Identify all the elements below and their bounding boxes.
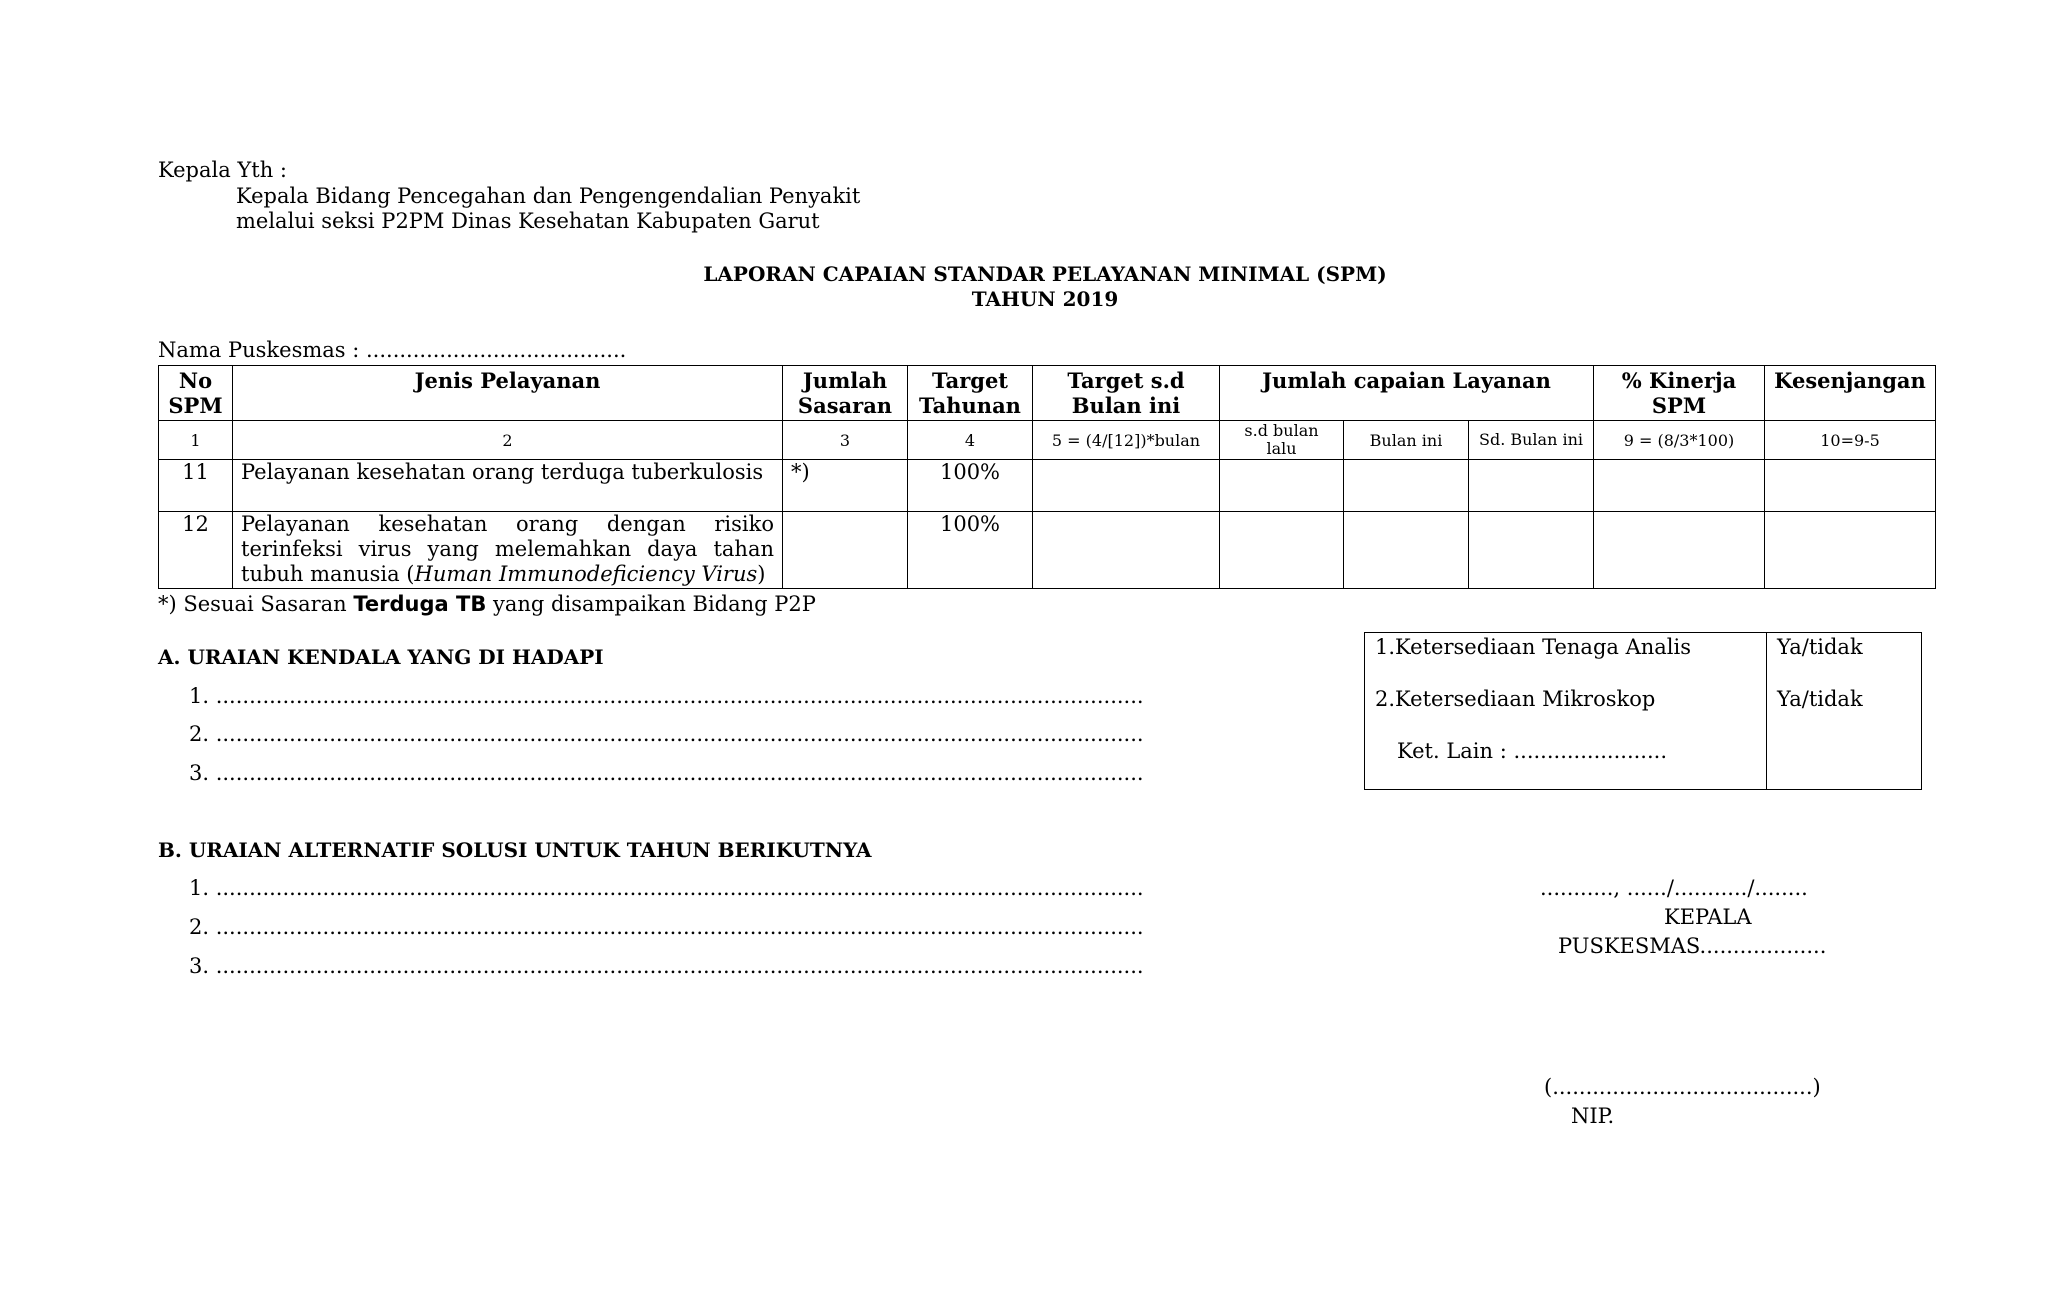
section-a-item-3: 3. ........................................................................................................................................... bbox=[189, 761, 1144, 785]
table-footnote: *) Sesuai Sasaran Terduga TB yang disampaikan Bidang P2P bbox=[158, 592, 816, 616]
col-num-10: 10=9-5 bbox=[1765, 421, 1936, 460]
row-jenis-pelayanan: Pelayanan kesehatan orang terduga tuberkulosis bbox=[233, 460, 783, 512]
checklist-values bbox=[1767, 633, 1922, 790]
signature-date: ..........., ....../.........../........ bbox=[1540, 876, 1808, 900]
row-target-tahunan: 100% bbox=[908, 512, 1033, 589]
section-a-item-1: 1. ........................................................................................................................................... bbox=[189, 684, 1144, 708]
section-a-item-2: 2. ........................................................................................................................................... bbox=[189, 722, 1144, 746]
row-target-sd-bulan bbox=[1033, 512, 1220, 589]
row-bulan-ini bbox=[1344, 460, 1469, 512]
puskesmas-name-label: Nama Puskesmas : ....................................... bbox=[158, 338, 627, 362]
row-target-tahunan: 100% bbox=[908, 460, 1033, 512]
section-b-item-3: 3. ........................................................................................................................................... bbox=[189, 954, 1144, 978]
row-kesenjangan bbox=[1765, 460, 1936, 512]
report-year: TAHUN 2019 bbox=[971, 287, 1119, 311]
row-jenis-pelayanan: Pelayanan kesehatan orang dengan risiko terinfeksi virus yang melemahkan daya tahan tubuh manusia (Human Immunodeficiency Virus) bbox=[233, 512, 783, 589]
header-target-tahunan: Target Tahunan bbox=[908, 366, 1033, 421]
col-num-1: 1 bbox=[159, 421, 233, 460]
checklist-item-analis: 1.Ketersediaan Tenaga Analis bbox=[1375, 635, 1692, 659]
signature-name: (.......................................) bbox=[1544, 1075, 1821, 1099]
section-b-heading: B. URAIAN ALTERNATIF SOLUSI UNTUK TAHUN BERIKUTNYA bbox=[158, 838, 872, 862]
row-bulan-ini bbox=[1344, 512, 1469, 589]
resource-checklist-box bbox=[1364, 632, 1922, 790]
section-a-heading: A. URAIAN KENDALA YANG DI HADAPI bbox=[158, 645, 604, 669]
col-num-8: Sd. Bulan ini bbox=[1469, 421, 1594, 460]
section-b-item-2: 2. ........................................................................................................................................... bbox=[189, 915, 1144, 939]
salutation: Kepala Yth : bbox=[158, 158, 288, 182]
checklist-labels bbox=[1365, 633, 1767, 790]
header-no-spm: No SPM bbox=[159, 366, 233, 421]
table-header-row bbox=[159, 366, 1936, 421]
col-num-7: Bulan ini bbox=[1344, 421, 1469, 460]
row-no: 11 bbox=[159, 460, 233, 512]
table-row bbox=[159, 512, 1936, 589]
header-jumlah-capaian: Jumlah capaian Layanan bbox=[1220, 366, 1594, 421]
row-kinerja bbox=[1594, 460, 1765, 512]
signature-nip: NIP. bbox=[1571, 1104, 1615, 1128]
header-jenis-pelayanan: Jenis Pelayanan bbox=[233, 366, 783, 421]
table-row bbox=[159, 460, 1936, 512]
spm-table bbox=[158, 365, 1936, 589]
signature-role-2: PUSKESMAS................... bbox=[1558, 934, 1827, 958]
row-target-sd-bulan bbox=[1033, 460, 1220, 512]
row-kesenjangan bbox=[1765, 512, 1936, 589]
checklist-other: Ket. Lain : ....................... bbox=[1397, 739, 1668, 763]
header-kesenjangan: Kesenjangan bbox=[1765, 366, 1936, 421]
col-num-5: 5 = (4/[12])*bulan bbox=[1033, 421, 1220, 460]
report-title: LAPORAN CAPAIAN STANDAR PELAYANAN MINIMAL (SPM) bbox=[703, 262, 1387, 286]
table-numbering-row bbox=[159, 421, 1936, 460]
checklist-item-mikroskop: 2.Ketersediaan Mikroskop bbox=[1375, 687, 1656, 711]
header-jumlah-sasaran: Jumlah Sasaran bbox=[783, 366, 908, 421]
row-jumlah-sasaran bbox=[783, 512, 908, 589]
header-kinerja-spm: % Kinerja SPM bbox=[1594, 366, 1765, 421]
row-sd-bulan-lalu bbox=[1220, 512, 1344, 589]
row-sd-bulan-lalu bbox=[1220, 460, 1344, 512]
row-sd-bulan-ini bbox=[1469, 460, 1594, 512]
checklist-value-mikroskop: Ya/tidak bbox=[1777, 687, 1863, 711]
recipient-line-2: melalui seksi P2PM Dinas Kesehatan Kabupaten Garut bbox=[236, 209, 820, 233]
section-b-item-1: 1. ........................................................................................................................................... bbox=[189, 876, 1144, 900]
signature-role-1: KEPALA bbox=[1664, 905, 1752, 929]
col-num-6: s.d bulan lalu bbox=[1220, 421, 1344, 460]
row-jumlah-sasaran: *) bbox=[783, 460, 908, 512]
header-target-sd-bulan: Target s.d Bulan ini bbox=[1033, 366, 1220, 421]
col-num-9: 9 = (8/3*100) bbox=[1594, 421, 1765, 460]
row-kinerja bbox=[1594, 512, 1765, 589]
row-no: 12 bbox=[159, 512, 233, 589]
row-sd-bulan-ini bbox=[1469, 512, 1594, 589]
col-num-4: 4 bbox=[908, 421, 1033, 460]
recipient-line-1: Kepala Bidang Pencegahan dan Pengengendalian Penyakit bbox=[236, 184, 861, 208]
col-num-3: 3 bbox=[783, 421, 908, 460]
col-num-2: 2 bbox=[233, 421, 783, 460]
checklist-value-analis: Ya/tidak bbox=[1777, 635, 1863, 659]
